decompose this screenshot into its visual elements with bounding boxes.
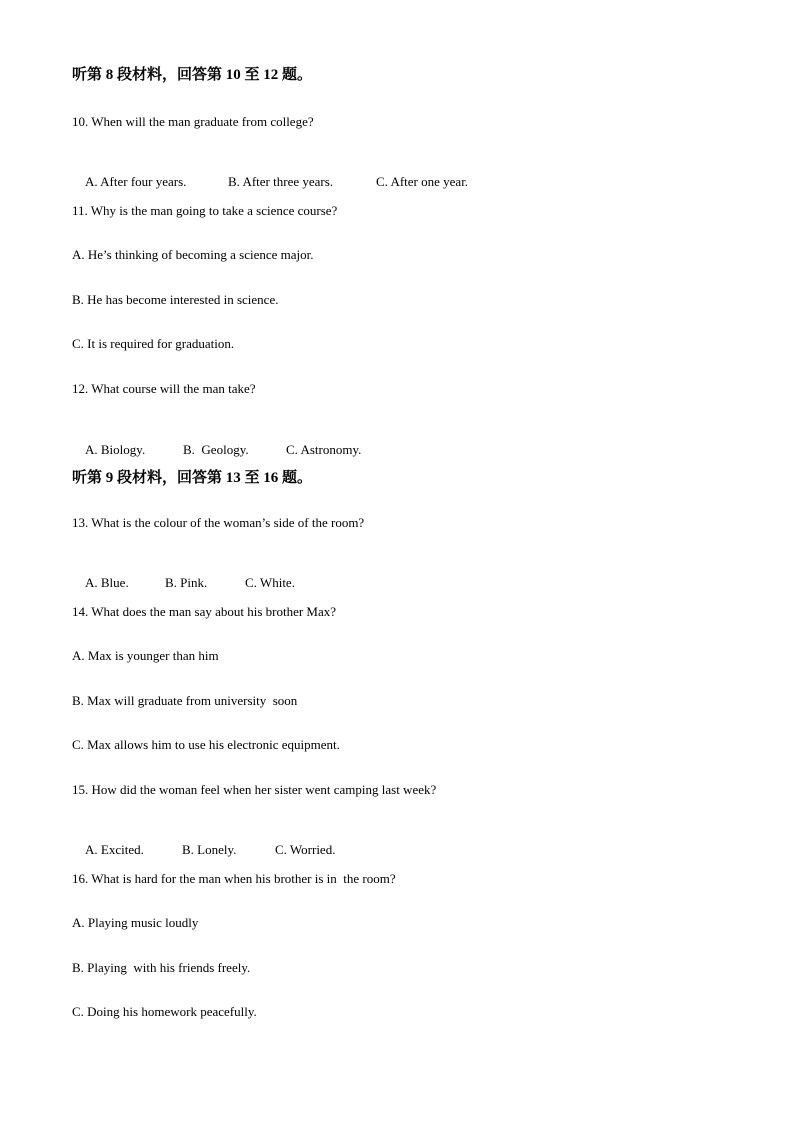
option: B. Lonely.	[182, 842, 237, 857]
option: A. Playing music loudly	[72, 915, 199, 930]
option: B. He has become interested in science.	[72, 292, 279, 307]
option: C. After one year.	[376, 174, 469, 189]
option: B. Playing with his friends freely.	[72, 960, 251, 975]
option: A. Excited.	[85, 842, 144, 857]
option: A. He’s thinking of becoming a science major.	[72, 247, 314, 262]
question-stem: 11. Why is the man going to take a science course?	[72, 203, 338, 218]
option: C. Max allows him to use his electronic equipment.	[72, 737, 340, 752]
question-stem: 10. When will the man graduate from college?	[72, 114, 314, 129]
section-heading: 听第 8 段材料，回答第 10 至 12 题。	[72, 67, 313, 83]
option: C. White.	[245, 575, 295, 590]
question-stem: 15. How did the woman feel when her sister went camping last week?	[72, 782, 437, 797]
question-stem: 12. What course will the man take?	[72, 381, 256, 396]
option: C. It is required for graduation.	[72, 336, 235, 351]
option-row	[72, 158, 468, 206]
option: C. Worried.	[275, 842, 336, 857]
option: B. Geology.	[183, 442, 249, 457]
option: B. Pink.	[165, 575, 208, 590]
option: A. Max is younger than him	[72, 648, 219, 663]
question-stem: 13. What is the colour of the woman’s side of the room?	[72, 515, 365, 530]
option: A. Biology.	[85, 442, 146, 457]
option-row	[72, 826, 335, 874]
option: A. After four years.	[85, 174, 187, 189]
question-stem: 14. What does the man say about his brother Max?	[72, 604, 337, 619]
option: C. Astronomy.	[286, 442, 362, 457]
section-heading: 听第 9 段材料，回答第 13 至 16 题。	[72, 470, 313, 486]
option: A. Blue.	[85, 575, 129, 590]
question-stem: 16. What is hard for the man when his brother is in the room?	[72, 871, 396, 886]
option-row	[72, 426, 361, 474]
option: B. After three years.	[228, 174, 334, 189]
option: B. Max will graduate from university soon	[72, 693, 298, 708]
option-row	[72, 559, 295, 607]
option: C. Doing his homework peacefully.	[72, 1004, 257, 1019]
document-page	[72, 0, 752, 1123]
